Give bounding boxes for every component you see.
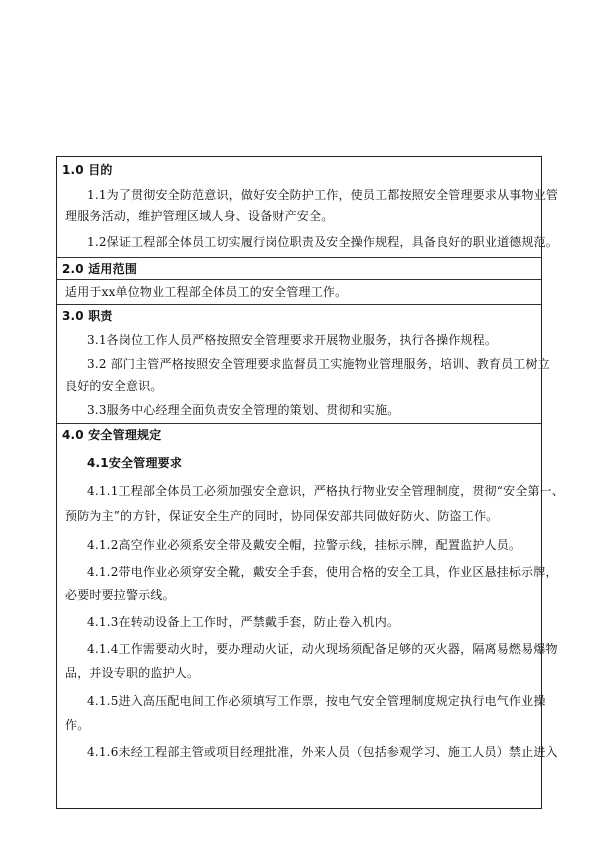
item-4-1-5: 4.1.5进入高压配电间工作必须填写工作票，按电气安全管理制度规定执行电气作业操 [87,694,546,708]
divider [57,423,541,424]
item-4-1-3: 4.1.3在转动设备上工作时，严禁戴手套，防止卷入机内。 [87,615,400,629]
item-4-1-1-cont: 预防为主”的方针，保证安全生产的同时，协同保安部共同做好防火、防盗工作。 [65,509,499,523]
paragraph-1-1: 1.1为了贯彻安全防范意识，做好安全防护工作，使员工都按照安全管理要求从事物业管 [87,188,559,202]
document-frame [56,156,565,809]
divider [57,304,541,305]
section-heading-duties: 3.0 职责 [62,309,113,323]
item-4-1-4-cont: 品，并设专职的监护人。 [65,666,200,680]
section-heading-scope: 2.0 适用范围 [62,262,138,276]
paragraph-1-1-cont: 理服务活动，维护管理区域人身、设备财产安全。 [65,209,334,223]
section-heading-purpose: 1.0 目的 [62,163,113,177]
divider [57,257,541,258]
paragraph-3-1: 3.1各岗位工作人员严格按照安全管理要求开展物业服务，执行各操作规程。 [87,333,498,347]
item-4-1-2a: 4.1.2高空作业必须系安全带及戴安全帽，拉警示线，挂标示牌，配置监护人员。 [87,538,522,552]
item-4-1-4: 4.1.4工作需要动火时，要办理动火证，动火现场须配备足够的灭火器，隔离易燃易爆物 [87,642,558,656]
item-4-1-2b-cont: 必要时要拉警示线。 [65,588,175,602]
subsection-heading-4-1: 4.1安全管理要求 [87,456,183,470]
paragraph-3-2: 3.2 部门主管严格按照安全管理要求监督员工实施物业管理服务，培训、教育员工树立 [87,357,550,371]
item-4-1-5-cont: 作。 [65,718,90,732]
divider [57,279,541,280]
paragraph-2: 适用于xx单位物业工程部全体员工的安全管理工作。 [65,285,348,299]
paragraph-1-2: 1.2保证工程部全体员工切实履行岗位职责及安全操作规程，具备良好的职业道德规范。 [87,235,559,249]
item-4-1-6: 4.1.6未经工程部主管或项目经理批准，外来人员（包括参观学习、施工人员）禁止进入 [87,745,558,759]
item-4-1-1: 4.1.1工程部全体员工必须加强安全意识，严格执行物业安全管理制度，贯彻“安全第一、 [87,484,565,498]
paragraph-3-2-cont: 良好的安全意识。 [65,379,163,393]
item-4-1-2b: 4.1.2带电作业必须穿安全靴，戴安全手套，使用合格的安全工具，作业区悬挂标示牌， [87,565,558,579]
section-heading-rules: 4.0 安全管理规定 [62,428,162,442]
paragraph-3-3: 3.3服务中心经理全面负责安全管理的策划、贯彻和实施。 [87,403,400,417]
